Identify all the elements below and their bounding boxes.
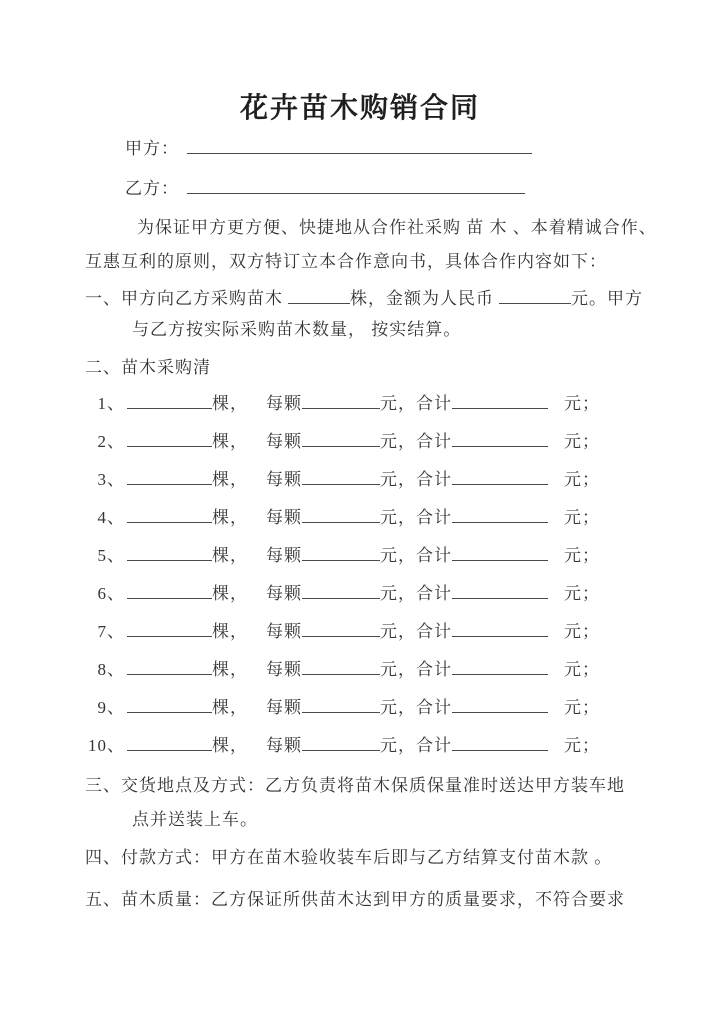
clause3-text-1: 交货地点及方式：乙方负责将苗木保质保量准时送达甲方装车地 <box>121 776 625 795</box>
row-number: 3、 <box>97 470 125 489</box>
row-unit-trees-label: 棵， <box>212 698 248 717</box>
row-unit-trees-label: 棵， <box>212 470 248 489</box>
row-yuan-total-label: 元，合计 <box>380 546 452 565</box>
purchase-row <box>85 580 645 618</box>
clause3-line-1 <box>85 775 625 797</box>
row-yuan-total-label: 元，合计 <box>380 698 452 717</box>
purchase-row <box>85 466 645 504</box>
row-unit-price-blank <box>302 656 380 675</box>
purchase-row <box>85 542 645 580</box>
row-number: 2、 <box>97 432 125 451</box>
document-title: 花卉苗木购销合同 <box>239 93 480 124</box>
row-yuan-total-label: 元，合计 <box>380 432 452 451</box>
clause5-text: 苗木质量：乙方保证所供苗木达到甲方的质量要求，不符合要求 <box>121 890 625 909</box>
row-unit-price-blank <box>302 694 380 713</box>
row-total-blank <box>452 656 548 675</box>
row-unit-price-blank <box>302 390 380 409</box>
row-yuan-end-label: 元； <box>564 698 600 717</box>
row-unit-price-blank <box>302 466 380 485</box>
row-quantity-blank <box>127 390 212 409</box>
row-number: 1、 <box>97 394 125 413</box>
row-each-label: 每颗 <box>266 622 302 641</box>
row-number: 9、 <box>97 698 125 717</box>
row-each-label: 每颗 <box>266 470 302 489</box>
row-quantity-blank <box>127 618 212 637</box>
row-each-label: 每颗 <box>266 432 302 451</box>
row-quantity-blank <box>127 580 212 599</box>
row-unit-price-blank <box>302 618 380 637</box>
row-total-blank <box>452 466 548 485</box>
row-unit-price-blank <box>302 580 380 599</box>
row-yuan-end-label: 元； <box>564 508 600 527</box>
clause3-number: 三、 <box>85 776 121 795</box>
row-unit-trees-label: 棵， <box>212 394 248 413</box>
row-total-blank <box>452 580 548 599</box>
party-b-line <box>125 175 525 200</box>
row-yuan-total-label: 元，合计 <box>380 622 452 641</box>
purchase-row <box>85 618 645 656</box>
row-total-blank <box>452 732 548 751</box>
clause4-line <box>85 847 612 869</box>
row-quantity-blank <box>127 732 212 751</box>
clause1-quantity-blank <box>288 285 350 304</box>
row-yuan-end-label: 元； <box>564 584 600 603</box>
purchase-row <box>85 656 645 694</box>
row-number: 6、 <box>97 584 125 603</box>
row-yuan-end-label: 元； <box>564 736 600 755</box>
row-number: 5、 <box>97 546 125 565</box>
party-a-line <box>125 135 532 160</box>
intro-line-1: 为保证甲方更方便、快捷地从合作社采购 苗 木 、本着精诚合作、 <box>137 218 657 237</box>
row-total-blank <box>452 504 548 523</box>
row-yuan-end-label: 元； <box>564 432 600 451</box>
row-each-label: 每颗 <box>266 698 302 717</box>
intro-line-2: 互惠互利的原则，双方特订立本合作意向书，具体合作内容如下： <box>85 252 607 271</box>
row-number: 8、 <box>97 660 125 679</box>
row-yuan-end-label: 元； <box>564 470 600 489</box>
clause4-number: 四、 <box>85 848 121 867</box>
row-number: 10、 <box>88 736 125 755</box>
row-yuan-total-label: 元，合计 <box>380 394 452 413</box>
row-unit-price-blank <box>302 428 380 447</box>
row-each-label: 每颗 <box>266 546 302 565</box>
row-unit-price-blank <box>302 504 380 523</box>
row-quantity-blank <box>127 428 212 447</box>
row-unit-price-blank <box>302 542 380 561</box>
purchase-row <box>85 390 645 428</box>
clause1-number: 一、 <box>85 289 121 308</box>
purchase-row <box>85 504 645 542</box>
clause2-number: 二、 <box>85 358 121 377</box>
row-unit-trees-label: 棵， <box>212 736 248 755</box>
clause1-amount-blank <box>499 285 571 304</box>
row-yuan-end-label: 元； <box>564 660 600 679</box>
purchase-row <box>85 732 645 770</box>
clause1-text-before-qty: 甲方向乙方采购苗木 <box>121 289 283 308</box>
row-each-label: 每颗 <box>266 394 302 413</box>
row-yuan-end-label: 元； <box>564 622 600 641</box>
row-each-label: 每颗 <box>266 584 302 603</box>
row-each-label: 每颗 <box>266 660 302 679</box>
clause1-text-after-amount: 元。甲方 <box>571 289 643 308</box>
clause2-heading-line <box>85 357 211 379</box>
clause5-number: 五、 <box>85 890 121 909</box>
row-quantity-blank <box>127 694 212 713</box>
clause2-heading: 苗木采购清 <box>121 358 211 377</box>
row-yuan-total-label: 元，合计 <box>380 470 452 489</box>
party-a-label: 甲方： <box>125 139 179 158</box>
row-unit-trees-label: 棵， <box>212 432 248 451</box>
row-number: 4、 <box>97 508 125 527</box>
row-unit-trees-label: 棵， <box>212 508 248 527</box>
party-a-blank <box>187 135 532 154</box>
row-unit-price-blank <box>302 732 380 751</box>
row-number: 7、 <box>97 622 125 641</box>
row-unit-trees-label: 棵， <box>212 584 248 603</box>
row-each-label: 每颗 <box>266 736 302 755</box>
row-quantity-blank <box>127 466 212 485</box>
row-yuan-total-label: 元，合计 <box>380 660 452 679</box>
clause1-line-1 <box>85 285 643 310</box>
row-unit-trees-label: 棵， <box>212 546 248 565</box>
row-yuan-end-label: 元； <box>564 546 600 565</box>
party-b-label: 乙方： <box>125 179 179 198</box>
row-each-label: 每颗 <box>266 508 302 527</box>
row-total-blank <box>452 618 548 637</box>
row-quantity-blank <box>127 542 212 561</box>
party-b-blank <box>187 175 525 194</box>
row-yuan-total-label: 元，合计 <box>380 736 452 755</box>
row-total-blank <box>452 428 548 447</box>
clause4-text: 付款方式：甲方在苗木验收装车后即与乙方结算支付苗木款 。 <box>121 848 613 867</box>
row-unit-trees-label: 棵， <box>212 660 248 679</box>
row-quantity-blank <box>127 656 212 675</box>
clause3-line-2: 点并送装上车。 <box>132 810 258 829</box>
row-yuan-total-label: 元，合计 <box>380 508 452 527</box>
purchase-rows-list <box>85 390 645 770</box>
row-total-blank <box>452 694 548 713</box>
row-quantity-blank <box>127 504 212 523</box>
clause1-line-2: 与乙方按实际采购苗木数量， 按实结算。 <box>132 320 462 339</box>
clause1-text-after-qty: 株，金额为人民币 <box>350 289 494 308</box>
purchase-row <box>85 428 645 466</box>
row-yuan-total-label: 元，合计 <box>380 584 452 603</box>
row-total-blank <box>452 390 548 409</box>
row-total-blank <box>452 542 548 561</box>
row-unit-trees-label: 棵， <box>212 622 248 641</box>
purchase-row <box>85 694 645 732</box>
row-yuan-end-label: 元； <box>564 394 600 413</box>
clause5-line <box>85 889 625 911</box>
